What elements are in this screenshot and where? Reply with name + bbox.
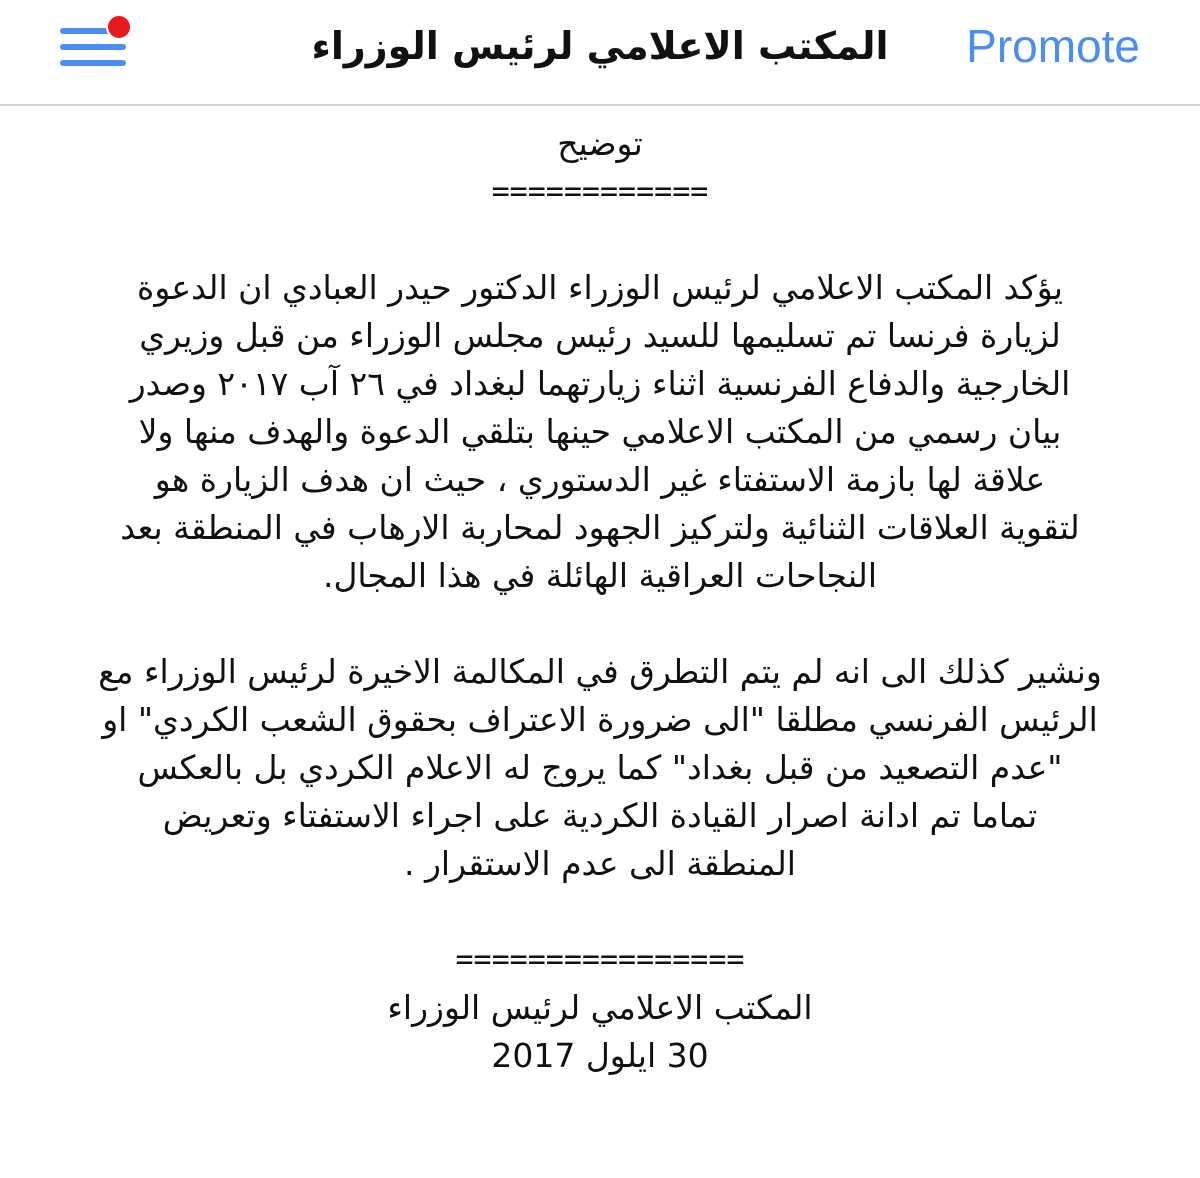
- separator-bottom: ================: [455, 942, 745, 977]
- paragraph1-line: لزيارة فرنسا تم تسليمها للسيد رئيس مجلس الوزراء من قبل وزيري: [139, 316, 1061, 355]
- paragraph2-line: الرئيس الفرنسي مطلقا "الى ضرورة الاعتراف بحقوق الشعب الكردي" او: [102, 700, 1098, 739]
- promote-button[interactable]: Promote: [966, 20, 1140, 72]
- spacer: [40, 600, 1160, 648]
- paragraph1-line: يؤكد المكتب الاعلامي لرئيس الوزراء الدكتور حيدر العبادي ان الدعوة: [137, 268, 1063, 307]
- post-body: [40, 120, 1160, 1080]
- signature: المكتب الاعلامي لرئيس الوزراء: [387, 988, 813, 1027]
- paragraph2-line: تماما تم ادانة اصرار القيادة الكردية على اجراء الاستفتاء وتعريض: [162, 796, 1038, 835]
- notification-dot-icon: [106, 14, 132, 40]
- paragraph1-line: لتقوية العلاقات الثنائية ولتركيز الجهود لمحاربة الارهاب في المنطقة بعد: [120, 508, 1080, 547]
- paragraph2-line: ونشير كذلك الى انه لم يتم التطرق في المكالمة الاخيرة لرئيس الوزراء مع: [98, 652, 1102, 691]
- paragraph1-line: النجاحات العراقية الهائلة في هذا المجال.: [322, 556, 878, 595]
- separator-top: ============: [491, 174, 709, 209]
- paragraph1-line: علاقة لها بازمة الاستفتاء غير الدستوري ، حيث ان هدف الزيارة هو: [154, 460, 1046, 499]
- spacer: [40, 216, 1160, 264]
- hamburger-menu-icon[interactable]: [56, 14, 132, 74]
- paragraph1-line: بيان رسمي من المكتب الاعلامي حينها بتلقي الدعوة والهدف منها ولا: [138, 412, 1062, 451]
- app-header: [0, 0, 1200, 106]
- menu-bar: [60, 60, 126, 66]
- paragraph2-line: المنطقة الى عدم الاستقرار .: [404, 844, 796, 883]
- post-heading: توضيح: [557, 124, 643, 163]
- menu-bar: [60, 44, 126, 50]
- paragraph2-line: "عدم التصعيد من قبل بغداد" كما يروج له الاعلام الكردي بل بالعكس: [137, 748, 1063, 787]
- post-date: 30 ايلول 2017: [491, 1036, 709, 1075]
- spacer: [40, 888, 1160, 936]
- page-title: المكتب الاعلامي لرئيس الوزراء: [311, 24, 889, 68]
- paragraph1-line: الخارجية والدفاع الفرنسية اثناء زيارتهما لبغداد في ٢٦ آب ٢٠١٧ وصدر: [129, 364, 1071, 403]
